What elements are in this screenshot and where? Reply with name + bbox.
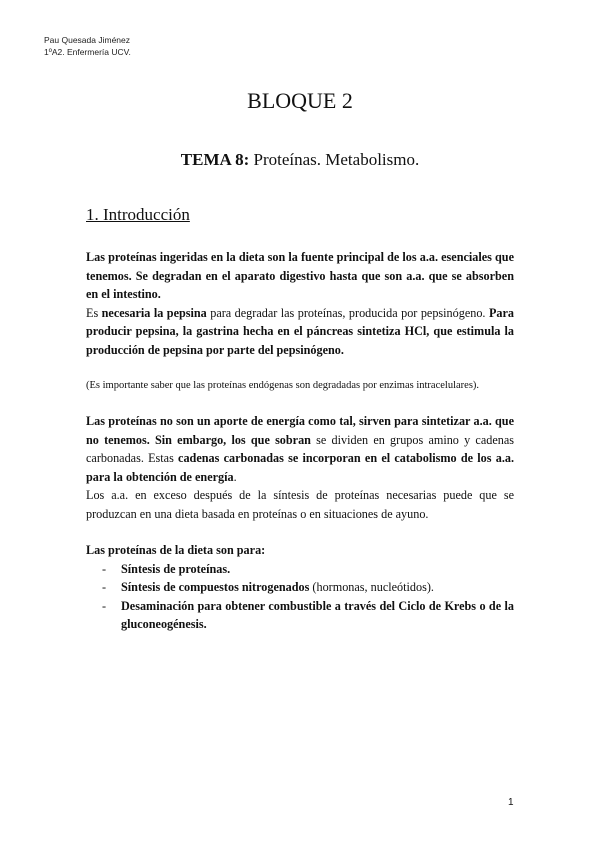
document-header bbox=[44, 34, 131, 58]
dash-bullet: - bbox=[102, 561, 107, 576]
topic-label: TEMA 8: bbox=[180, 150, 250, 169]
paragraph-2-part-d: Para producir pepsina, la gastrina hecha en el páncreas sintetiza HCl, que estimula la producción de pepsina por parte del pepsinógeno. bbox=[86, 305, 514, 357]
list-title bbox=[86, 541, 514, 560]
topic-name: Proteínas. Metabolismo. bbox=[253, 150, 420, 169]
list-item bbox=[86, 597, 514, 634]
paragraph-3-part-c: cadenas carbonadas se incorporan en el catabolismo de los a.a. para la obtención de energía bbox=[86, 451, 515, 484]
paragraph-3-part-a: Las proteínas no son un aporte de energía como tal, sirven para sintetizar a.a. que no tenemos. Sin embargo, los que sobran bbox=[86, 414, 514, 447]
list-item bbox=[86, 578, 514, 597]
page-number: 1 bbox=[508, 797, 514, 808]
paragraph-2-part-b: necesaria la pepsina bbox=[101, 305, 207, 320]
list-item bbox=[86, 560, 514, 579]
author-name: Pau Quesada Jiménez bbox=[44, 35, 130, 45]
document-body bbox=[86, 248, 514, 634]
dash-bullet: - bbox=[102, 598, 107, 613]
purpose-list bbox=[86, 560, 514, 634]
section-title: 1. Introducción bbox=[86, 205, 190, 224]
paragraph-3-part-b: se dividen en grupos amino y cadenas carbonadas. Estas bbox=[86, 432, 514, 465]
block-title: BLOQUE 2 bbox=[247, 88, 353, 113]
list-title-text: Las proteínas de la dieta son para: bbox=[86, 543, 266, 557]
paragraph-2 bbox=[86, 304, 514, 360]
paragraph-4: Los a.a. en exceso después de la síntesis de proteínas necesarias puede que se produzcan en una dieta basada en proteínas o en situaciones de ayuno. bbox=[86, 488, 514, 521]
paragraph-3 bbox=[86, 412, 514, 486]
dash-bullet: - bbox=[102, 580, 107, 594]
list-item-3-text: Desaminación para obtener combustible a través del Ciclo de Krebs o de la gluconeogénesis. bbox=[121, 598, 514, 631]
list-item-1-text: Síntesis de proteínas. bbox=[121, 561, 231, 576]
paragraph-3-part-d: . bbox=[233, 469, 237, 484]
paragraph-1 bbox=[86, 248, 514, 304]
note-paragraph: (Es importante saber que las proteínas endógenas son degradadas por enzimas intracelulares). bbox=[86, 380, 480, 391]
list-item-2-bold: Síntesis de compuestos nitrogenados bbox=[121, 580, 310, 594]
paragraph-2-part-c: para degradar las proteínas, producida por pepsinógeno. bbox=[206, 305, 489, 320]
paragraph-1-text: Las proteínas ingeridas en la dieta son la fuente principal de los a.a. esenciales que tenemos. Se degradan en el aparato digestivo hasta que son a.a. que se absorben en el intestino. bbox=[86, 250, 514, 301]
topic-title bbox=[0, 150, 600, 170]
paragraph-2-part-a: Es bbox=[86, 305, 102, 320]
list-item-2-rest: (hormonas, nucleótidos). bbox=[309, 580, 434, 594]
course-name: 1ºA2. Enfermería UCV. bbox=[44, 47, 131, 57]
